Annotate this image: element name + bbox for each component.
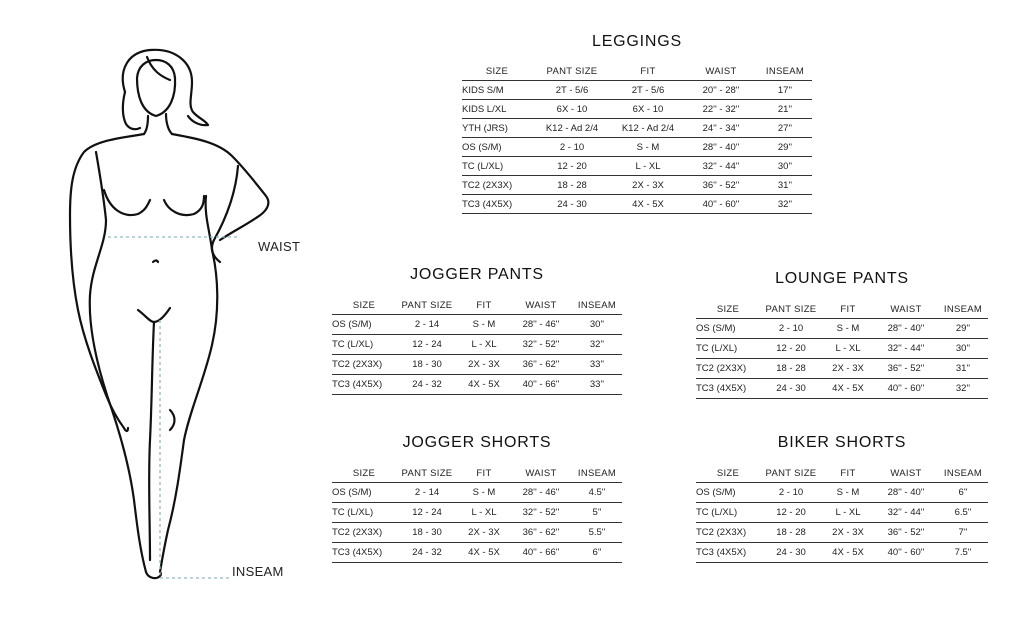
table-cell: TC (L/XL) (332, 335, 396, 355)
table-cell: TC2 (2X3X) (332, 355, 396, 375)
table-cell: S - M (612, 138, 684, 157)
inseam-label: INSEAM (232, 564, 284, 579)
table-cell: S - M (458, 315, 510, 335)
table-cell: 20'' - 28'' (684, 81, 758, 100)
table-cell: OS (S/M) (696, 319, 760, 339)
body-measurement-figure (0, 0, 320, 614)
jogger-pants-table (332, 298, 622, 395)
table-cell: 31'' (758, 176, 812, 195)
table-cell: S - M (458, 483, 510, 503)
table-cell: 6.5'' (938, 503, 988, 523)
table-cell: 36'' - 52'' (684, 176, 758, 195)
table-row (462, 100, 812, 119)
table-cell: 2X - 3X (822, 359, 874, 379)
leggings-table (462, 64, 812, 214)
table-cell: TC2 (2X3X) (332, 523, 396, 543)
table-cell: 40'' - 66'' (510, 375, 572, 395)
table-row (332, 335, 622, 355)
table-cell: 2 - 14 (396, 315, 458, 335)
lounge-pants-title: LOUNGE PANTS (775, 270, 909, 287)
table-cell: 5.5'' (572, 523, 622, 543)
table-cell: 36'' - 62'' (510, 523, 572, 543)
table-cell: TC2 (2X3X) (696, 523, 760, 543)
table-cell: 7.5'' (938, 543, 988, 563)
table-cell: 30'' (758, 157, 812, 176)
table-row (696, 319, 988, 339)
column-header: PANT SIZE (396, 466, 458, 483)
table-cell: 2X - 3X (822, 523, 874, 543)
table-cell: OS (S/M) (696, 483, 760, 503)
table-cell: 22'' - 32'' (684, 100, 758, 119)
table-cell: L - XL (822, 503, 874, 523)
table-row (696, 379, 988, 399)
table-cell: 31'' (938, 359, 988, 379)
table-cell: 6X - 10 (532, 100, 612, 119)
table-cell: TC (L/XL) (462, 157, 532, 176)
table-cell: TC3 (4X5X) (696, 379, 760, 399)
table-cell: 28'' - 46'' (510, 483, 572, 503)
column-header: SIZE (696, 466, 760, 483)
table-cell: K12 - Ad 2/4 (532, 119, 612, 138)
column-header: SIZE (462, 64, 532, 81)
table-row (696, 523, 988, 543)
table-row (332, 503, 622, 523)
lounge-pants-size-chart (696, 270, 988, 399)
table-cell: L - XL (458, 335, 510, 355)
table-cell: 4X - 5X (822, 543, 874, 563)
table-cell: TC3 (4X5X) (332, 543, 396, 563)
column-header: FIT (822, 302, 874, 319)
table-cell: KIDS S/M (462, 81, 532, 100)
table-row (332, 315, 622, 335)
table-cell: 18 - 28 (760, 359, 822, 379)
table-cell: YTH (JRS) (462, 119, 532, 138)
column-header: WAIST (684, 64, 758, 81)
table-cell: 4X - 5X (822, 379, 874, 399)
biker-shorts-table (696, 466, 988, 563)
leggings-size-chart (462, 33, 812, 214)
table-header-row (696, 466, 988, 483)
table-cell: 24'' - 34'' (684, 119, 758, 138)
table-cell: 2T - 5/6 (612, 81, 684, 100)
table-row (332, 355, 622, 375)
table-cell: 18 - 28 (760, 523, 822, 543)
table-cell: 12 - 24 (396, 503, 458, 523)
table-cell: 28'' - 46'' (510, 315, 572, 335)
table-cell: TC (L/XL) (696, 503, 760, 523)
table-cell: 18 - 30 (396, 523, 458, 543)
table-cell: 32'' (758, 195, 812, 214)
column-header: WAIST (874, 466, 938, 483)
jogger-shorts-table (332, 466, 622, 563)
table-cell: 28'' - 40'' (684, 138, 758, 157)
table-row (332, 523, 622, 543)
table-cell: 24 - 30 (532, 195, 612, 214)
table-header-row (332, 466, 622, 483)
table-cell: L - XL (458, 503, 510, 523)
table-cell: OS (S/M) (462, 138, 532, 157)
column-header: WAIST (510, 298, 572, 315)
table-cell: 2X - 3X (458, 523, 510, 543)
table-cell: 24 - 32 (396, 375, 458, 395)
table-cell: 6X - 10 (612, 100, 684, 119)
table-cell: TC3 (4X5X) (462, 195, 532, 214)
column-header: INSEAM (572, 466, 622, 483)
table-row (696, 339, 988, 359)
column-header: FIT (822, 466, 874, 483)
table-cell: 18 - 30 (396, 355, 458, 375)
table-row (696, 359, 988, 379)
table-row (332, 375, 622, 395)
table-cell: 30'' (572, 315, 622, 335)
jogger-pants-title: JOGGER PANTS (410, 266, 544, 283)
table-cell: 32'' - 52'' (510, 335, 572, 355)
table-cell: 17'' (758, 81, 812, 100)
jogger-shorts-size-chart (332, 434, 622, 563)
table-cell: 12 - 24 (396, 335, 458, 355)
table-cell: TC (L/XL) (332, 503, 396, 523)
jogger-pants-size-chart (332, 266, 622, 395)
table-cell: 24 - 32 (396, 543, 458, 563)
table-row (696, 483, 988, 503)
table-cell: S - M (822, 483, 874, 503)
table-cell: 40'' - 66'' (510, 543, 572, 563)
table-cell: 2 - 10 (760, 319, 822, 339)
leggings-title: LEGGINGS (592, 33, 682, 50)
body-outline-illustration (0, 0, 320, 614)
table-cell: 24 - 30 (760, 543, 822, 563)
table-cell: 36'' - 62'' (510, 355, 572, 375)
table-cell: 2 - 10 (532, 138, 612, 157)
table-cell: OS (S/M) (332, 483, 396, 503)
table-cell: 36'' - 52'' (874, 359, 938, 379)
table-cell: S - M (822, 319, 874, 339)
table-cell: L - XL (612, 157, 684, 176)
column-header: WAIST (874, 302, 938, 319)
table-cell: 7'' (938, 523, 988, 543)
column-header: FIT (458, 466, 510, 483)
table-cell: 2X - 3X (612, 176, 684, 195)
table-cell: 30'' (938, 339, 988, 359)
table-cell: 29'' (938, 319, 988, 339)
table-row (696, 503, 988, 523)
column-header: INSEAM (758, 64, 812, 81)
column-header: SIZE (332, 466, 396, 483)
table-cell: 4.5'' (572, 483, 622, 503)
table-cell: L - XL (822, 339, 874, 359)
table-cell: TC3 (4X5X) (696, 543, 760, 563)
table-cell: 32'' (572, 335, 622, 355)
table-row (462, 157, 812, 176)
lounge-pants-table (696, 302, 988, 399)
table-cell: 18 - 28 (532, 176, 612, 195)
biker-shorts-title: BIKER SHORTS (777, 434, 907, 451)
table-cell: 12 - 20 (532, 157, 612, 176)
table-cell: 29'' (758, 138, 812, 157)
table-cell: 12 - 20 (760, 339, 822, 359)
waist-label: WAIST (258, 239, 301, 254)
table-cell: TC2 (2X3X) (696, 359, 760, 379)
jogger-shorts-title: JOGGER SHORTS (402, 434, 552, 451)
table-cell: 4X - 5X (458, 543, 510, 563)
table-cell: K12 - Ad 2/4 (612, 119, 684, 138)
column-header: WAIST (510, 466, 572, 483)
table-cell: 28'' - 40'' (874, 483, 938, 503)
table-cell: 12 - 20 (760, 503, 822, 523)
table-cell: 2 - 14 (396, 483, 458, 503)
column-header: SIZE (332, 298, 396, 315)
table-cell: TC (L/XL) (696, 339, 760, 359)
table-cell: 21'' (758, 100, 812, 119)
table-cell: 2T - 5/6 (532, 81, 612, 100)
table-cell: 28'' - 40'' (874, 319, 938, 339)
biker-shorts-size-chart (696, 434, 988, 563)
table-cell: 27'' (758, 119, 812, 138)
column-header: PANT SIZE (396, 298, 458, 315)
column-header: PANT SIZE (760, 466, 822, 483)
table-cell: 2X - 3X (458, 355, 510, 375)
table-row (462, 138, 812, 157)
table-cell: 2 - 10 (760, 483, 822, 503)
column-header: INSEAM (938, 466, 988, 483)
table-header-row (332, 298, 622, 315)
table-cell: 32'' - 44'' (874, 503, 938, 523)
table-cell: 40'' - 60'' (874, 543, 938, 563)
table-cell: 32'' (938, 379, 988, 399)
table-cell: TC2 (2X3X) (462, 176, 532, 195)
table-row (332, 543, 622, 563)
table-cell: 5'' (572, 503, 622, 523)
column-header: FIT (612, 64, 684, 81)
column-header: SIZE (696, 302, 760, 319)
table-cell: 33'' (572, 375, 622, 395)
table-cell: TC3 (4X5X) (332, 375, 396, 395)
table-cell: KIDS L/XL (462, 100, 532, 119)
column-header: PANT SIZE (760, 302, 822, 319)
table-cell: 36'' - 52'' (874, 523, 938, 543)
table-cell: 32'' - 52'' (510, 503, 572, 523)
column-header: INSEAM (572, 298, 622, 315)
table-row (332, 483, 622, 503)
table-cell: 40'' - 60'' (684, 195, 758, 214)
column-header: FIT (458, 298, 510, 315)
table-row (462, 119, 812, 138)
table-cell: 33'' (572, 355, 622, 375)
table-cell: 4X - 5X (458, 375, 510, 395)
table-cell: 6'' (938, 483, 988, 503)
table-header-row (696, 302, 988, 319)
table-cell: 32'' - 44'' (684, 157, 758, 176)
column-header: INSEAM (938, 302, 988, 319)
table-header-row (462, 64, 812, 81)
table-row (462, 81, 812, 100)
table-cell: 32'' - 44'' (874, 339, 938, 359)
table-cell: OS (S/M) (332, 315, 396, 335)
table-cell: 6'' (572, 543, 622, 563)
table-cell: 4X - 5X (612, 195, 684, 214)
table-row (696, 543, 988, 563)
table-cell: 24 - 30 (760, 379, 822, 399)
table-row (462, 195, 812, 214)
table-cell: 40'' - 60'' (874, 379, 938, 399)
column-header: PANT SIZE (532, 64, 612, 81)
table-row (462, 176, 812, 195)
